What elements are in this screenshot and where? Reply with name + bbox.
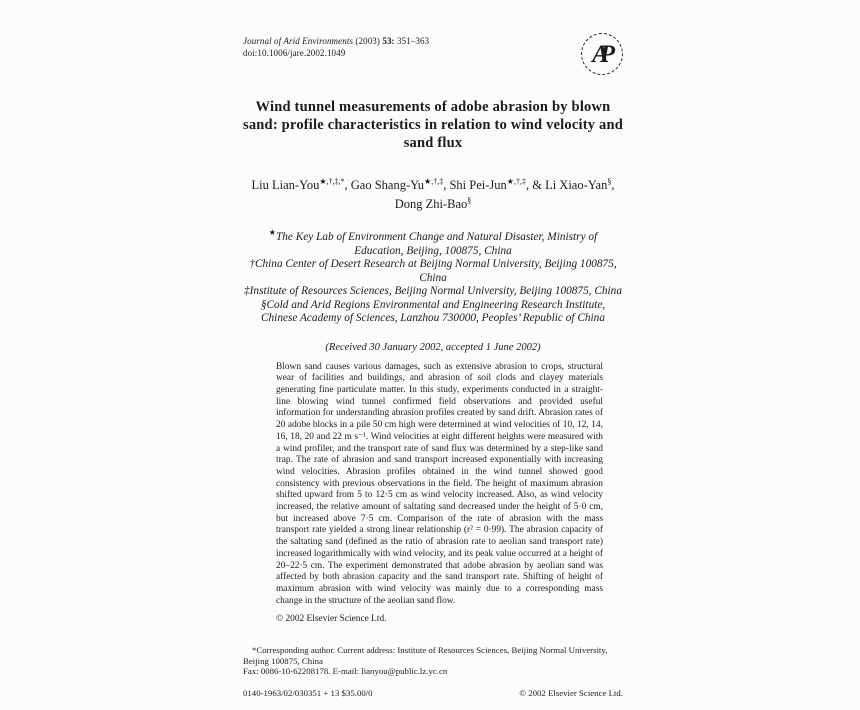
author-line xyxy=(243,174,623,212)
journal-info xyxy=(243,36,429,59)
author: Dong Zhi-Bao§ xyxy=(394,196,472,212)
journal-pages: 351–363 xyxy=(394,36,430,46)
paper-title: Wind tunnel measurements of adobe abrasion by blown sand: profile characteristics in relation to wind velocity and sand flux xyxy=(243,99,623,151)
abstract-copyright: © 2002 Elsevier Science Ltd. xyxy=(276,614,387,625)
ap-monogram: AP xyxy=(591,40,606,68)
journal-year: (2003) xyxy=(353,36,383,46)
affiliation-line: †China Center of Desert Research at Beijing Normal University, Beijing 100875, China xyxy=(249,258,617,284)
footnote-corresponding-author: *Corresponding author. Current address: Institute of Resources Sciences, Beijing Normal University, Beijing 100875, China xyxy=(243,645,608,666)
affiliations xyxy=(243,226,623,325)
footer-line xyxy=(243,688,623,698)
journal-name: Journal of Arid Environments xyxy=(243,36,354,46)
footer-issn-price: 0140-1963/02/030351 + 13 $35.00/0 xyxy=(243,687,373,698)
abstract-block xyxy=(276,362,603,625)
journal-volume: 53: xyxy=(382,36,395,46)
author: Liu Lian-You★,†,‡,*, xyxy=(251,177,351,193)
journal-citation-line xyxy=(243,36,429,48)
affiliation-line: ★The Key Lab of Environment Change and Natural Disaster, Ministry of Education, Beijing, 100875, China xyxy=(268,228,598,257)
content-column xyxy=(243,36,623,698)
page-header xyxy=(243,36,623,75)
doi-line: doi:10.1006/jare.2002.1049 xyxy=(243,47,346,58)
affiliation-line: §Cold and Arid Regions Environmental and Engineering Research Institute, Chinese Academy of Sciences, Lanzhou 730000, Peoples’ Republic of China xyxy=(260,298,606,325)
author: Gao Shang-Yu★,†,‡, xyxy=(350,177,450,193)
affiliation-line: ‡Institute of Resources Sciences, Beijing Normal University, Beijing 100875, China xyxy=(244,285,622,298)
abstract-text: Blown sand causes various damages, such as extensive abrasion to crops, structural wear of facilities and buildings, and abrasion of soil clods and clayey materials generating fine particulate matter. In this study, experiments conducted in a straight-line blowing wind tunnel confirmed field observations and provided useful information for understanding abrasion profiles created by sand drift. Abrasion rates of 20 adobe blocks in a pile 50 cm high were determined at wind velocities of 10, 12, 14, 16, 18, 20 and 22 m s⁻¹. Wind velocities at eight different heights were measured with a wind profiler, and the transport rate of sand flux was determined by a step-like sand trap. The rate of abrasion and sand transport increased exponentially with increasing wind velocities. Abrasion profiles obtained in the wind tunnel showed good consistency with previous observations in the field. The height of maximum abrasion shifted upward from 5 to 12·5 cm as wind velocity increased. Also, as wind velocity increased, the relative amount of saltating sand decreased under the height of 5·0 cm, but increased above 7·5 cm. Comparison of the rate of abrasion with the mass transport rate yielded a strong linear relationship (r² = 0·99). The abrasion capacity of the saltating sand (defined as the ratio of abrasion rate to aeolian sand transport rate) increased logarithmically with wind velocity, and its peak value occurred at a height of 20–22·5 cm. The experiment demonstrated that adobe abrasion by aeolian sand was affected by both abrasion capacity and the sand transport rate. Shifting of height of maximum abrasion with wind velocity was mainly due to a corresponding mass change in the structure of the aeolian sand flow. xyxy=(276,361,603,606)
footnote xyxy=(243,645,623,677)
footnote-contact: Fax: 0086-10-62208178. E-mail: lianyou@public.lz.yc.cn xyxy=(243,666,448,677)
received-line: (Received 30 January 2002, accepted 1 June 2002) xyxy=(325,341,541,353)
author: Li Xiao-Yan§, xyxy=(545,177,615,193)
author: Shi Pei-Jun★,†,‡, & xyxy=(449,177,546,193)
footer-copyright: © 2002 Elsevier Science Ltd. xyxy=(519,687,623,698)
academic-press-logo-icon xyxy=(578,30,625,77)
